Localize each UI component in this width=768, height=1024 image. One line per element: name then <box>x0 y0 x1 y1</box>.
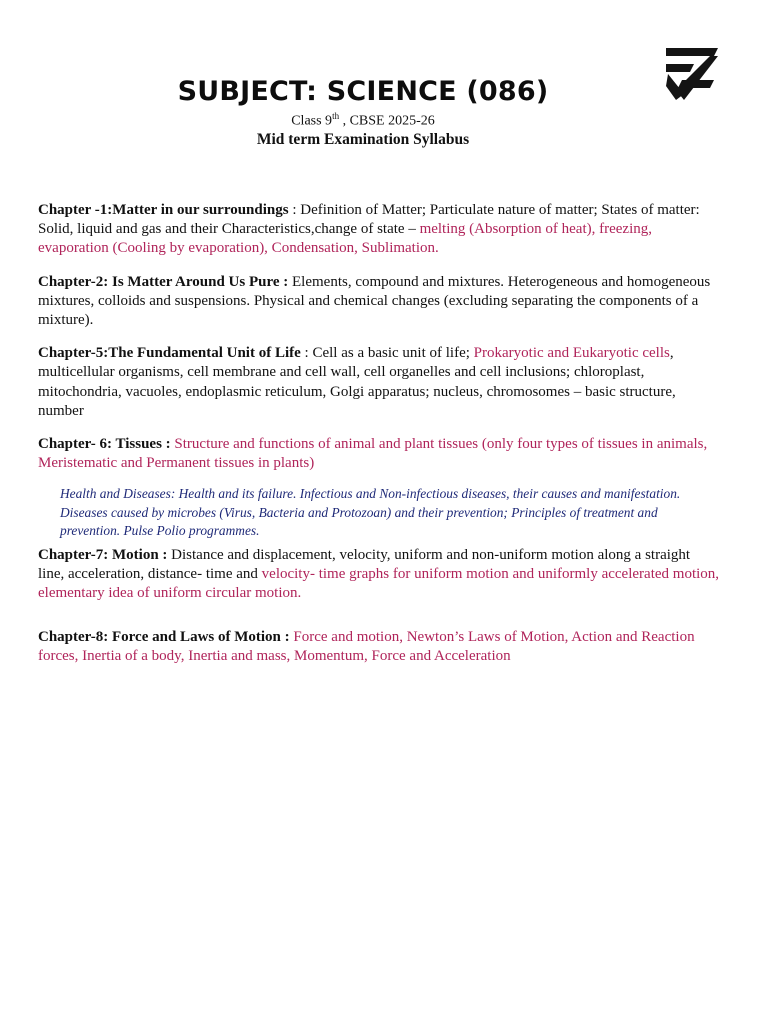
chapter-text: Distance and displacement, velocity, uniform and non-uniform motion along a straight line, acceleration, distance- time and <box>38 547 691 583</box>
chapter-6 <box>38 435 720 473</box>
chapter-heading: Chapter -1:Matter in our surroundings <box>38 202 289 218</box>
board-session: , CBSE 2025-26 <box>339 113 435 129</box>
chapter-7 <box>38 546 720 604</box>
page-title: SUBJECT: SCIENCE (086) <box>177 76 549 107</box>
chapter-text: Elements, compound and mixtures. Heterogeneous and homogeneous mixtures, colloids and suspensions. Physical and chemical changes (excluding separating the components of a mixture). <box>38 273 711 329</box>
chapter-heading: Chapter- 6: Tissues : <box>38 436 171 453</box>
chapter-highlight: Force and motion, Newton’s Laws of Motion, Action and Reaction forces, Inertia of a body, Inertia and mass, Momentum, Force and Acceleration <box>38 628 695 664</box>
chapter-highlight: melting (Absorption of heat), freezing, evaporation (Cooling by evaporation), Condensation, Sublimation. <box>38 221 652 257</box>
chapter-highlight: Prokaryotic and Eukaryotic cells <box>473 345 670 362</box>
chapter-highlight: velocity- time graphs for uniform motion and uniformly accelerated motion, elementary idea of uniform circular motion. <box>38 566 720 602</box>
separator: : <box>300 345 313 362</box>
class-label: Class 9 <box>291 113 333 129</box>
health-diseases-note: Health and Diseases: Health and its failure. Infectious and Non-infectious diseases, their causes and manifestation. Diseases caused by microbes (Virus, Bacteria and Protozoan) and their prevention; Principles of treatment and prevention. Pulse Polio programmes. <box>60 486 681 538</box>
separator: : <box>288 202 301 218</box>
chapter-heading: Chapter-2: Is Matter Around Us Pure : <box>38 273 289 290</box>
syllabus-content <box>38 201 720 680</box>
chapter-text-tail: , multicellular organisms, cell membrane and cell wall, cell organelles and cell inclusions; chloroplast, mitochondria, vacuoles, endoplasmic reticulum, Golgi apparatus; nucleus, chromosomes – basic structure, number <box>38 345 676 419</box>
class-superscript: th <box>332 111 340 121</box>
chapter-5 <box>38 344 720 421</box>
chapter-8 <box>38 628 720 666</box>
class-line <box>0 111 726 130</box>
chapter-heading: Chapter-8: Force and Laws of Motion : <box>38 628 290 645</box>
chapter-text: Cell as a basic unit of life; <box>312 345 474 362</box>
exam-heading: Mid term Examination Syllabus <box>256 131 470 148</box>
chapter-highlight: Structure and functions of animal and plant tissues (only four types of tissues in animals, Meristematic and Permanent tissues in plants) <box>38 436 708 472</box>
chapter-1 <box>38 201 720 259</box>
spacer <box>38 618 720 628</box>
chapter-2 <box>38 273 720 331</box>
chapter-heading: Chapter-5:The Fundamental Unit of Life <box>38 345 301 362</box>
chapter-heading: Chapter-7: Motion : <box>38 547 168 564</box>
chapter-text: Definition of Matter; Particulate nature of matter; States of matter: Solid, liquid and gas and their Characteristics,change of state – <box>38 202 700 238</box>
